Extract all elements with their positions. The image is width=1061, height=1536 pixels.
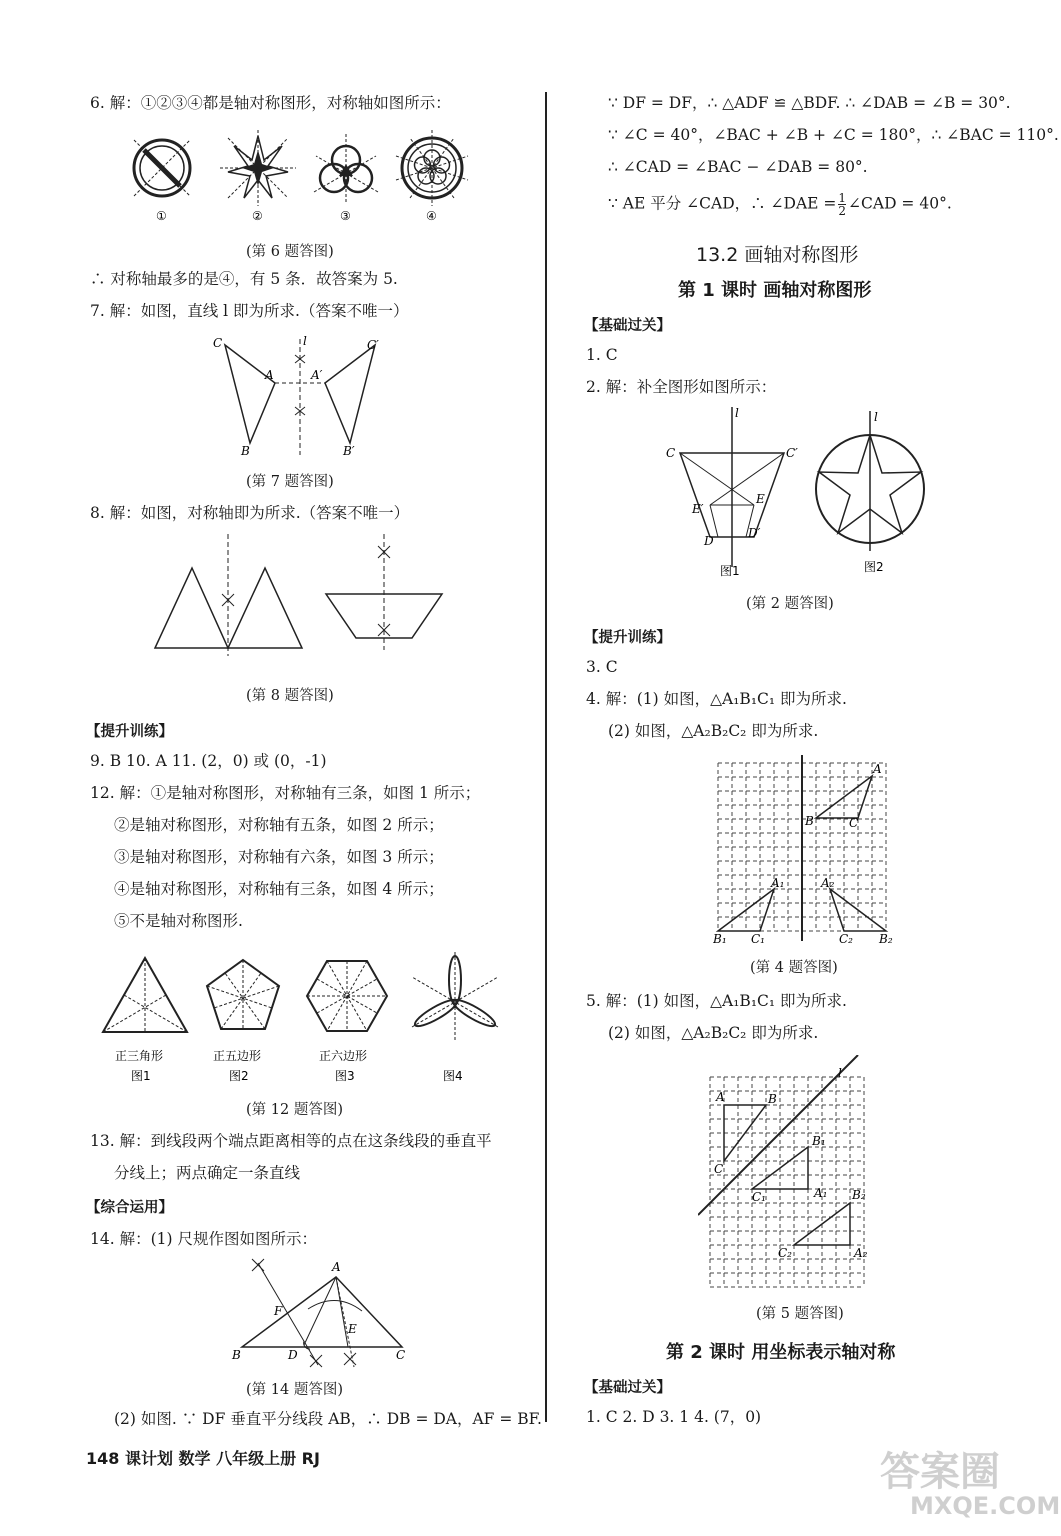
svg-text:l: l — [303, 335, 307, 348]
q7-figure — [205, 335, 395, 460]
page-footer: 148 课计划 数学 八年级上册 RJ — [86, 1449, 320, 1468]
answer-5-part1: 5. 解：(1) 如图，△A₁B₁C₁ 即为所求. — [586, 992, 847, 1010]
svg-text:B: B — [241, 444, 250, 458]
a4-caption: (第 4 题答图) — [750, 960, 838, 976]
proof-line-1: ∵ DF = DF，∴ △ADF ≌ △BDF. ∴ ∠DAB = ∠B = 30°. — [608, 94, 1011, 112]
q8-figure — [150, 530, 450, 660]
svg-text:B′: B′ — [343, 444, 355, 458]
svg-text:A: A — [332, 1260, 341, 1274]
lesson-2-title: 第 2 课时 用坐标表示轴对称 — [666, 1342, 896, 1363]
svg-text:A: A — [873, 762, 882, 776]
answer-3: 3. C — [586, 658, 618, 676]
svg-text:E: E — [756, 492, 765, 506]
svg-text:E: E — [348, 1322, 357, 1336]
q6-shape-4 — [396, 130, 468, 206]
q12-triangle — [103, 958, 187, 1032]
q14-text: 14. 解：(1) 尺规作图如图所示： — [90, 1230, 317, 1248]
q9-11-answers: 9. B 10. A 11. (2，0) 或 (0，-1) — [90, 752, 327, 770]
q6-shape-2 — [220, 130, 296, 206]
q12-line-4: ④是轴对称图形，对称轴有三条，如图 4 所示； — [114, 880, 444, 898]
q6-shape-1 — [134, 140, 190, 196]
svg-text:C′: C′ — [786, 446, 798, 460]
answers-last: 1. C 2. D 3. 1 4. (7，0) — [586, 1408, 762, 1426]
q12-fig3-name: 正六边形 — [319, 1049, 368, 1063]
svg-text:C: C — [666, 446, 676, 460]
a2-caption: (第 2 题答图) — [746, 596, 834, 612]
svg-text:B: B — [768, 1092, 777, 1106]
watermark-top: 答案圈 — [880, 1449, 1000, 1495]
proof-line-4 — [608, 192, 952, 217]
q6-label-1: ① — [156, 209, 167, 223]
svg-text:C: C — [213, 336, 223, 350]
fraction-half — [838, 192, 846, 217]
q14-figure — [230, 1255, 420, 1375]
svg-text:l: l — [735, 406, 739, 420]
q7-caption: (第 7 题答图) — [246, 474, 334, 490]
answer-4-part2: (2) 如图，△A₂B₂C₂ 即为所求. — [608, 722, 819, 740]
proof-line-2: ∵ ∠C = 40°，∠BAC + ∠B + ∠C = 180°，∴ ∠BAC = 110°. — [608, 126, 1059, 144]
section-jichu-2: 【基础过关】 — [584, 1380, 671, 1396]
q12-hexagon — [307, 961, 387, 1031]
svg-text:C′: C′ — [367, 338, 379, 352]
svg-text:B₁: B₁ — [713, 932, 727, 945]
q14-caption: (第 14 题答图) — [246, 1382, 343, 1398]
q12-fig2-label: 图2 — [229, 1069, 249, 1083]
svg-text:C₂: C₂ — [778, 1246, 792, 1260]
fraction-num: 1 — [838, 191, 847, 205]
q6-label-3: ③ — [340, 209, 351, 223]
q12-pentagon — [207, 960, 279, 1029]
a5-grid-figure — [698, 1055, 868, 1290]
svg-text:C₁: C₁ — [752, 1190, 766, 1204]
q12-fig2-name: 正五边形 — [213, 1049, 262, 1063]
svg-text:F: F — [274, 1304, 283, 1318]
q12-fig4-label: 图4 — [443, 1069, 463, 1083]
q12-line-3: ③是轴对称图形，对称轴有六条，如图 3 所示； — [114, 848, 444, 866]
proof-line-4-b: ∠CAD = 40°. — [848, 194, 952, 213]
q7-text: 7. 解：如图，直线 l 即为所求.（答案不唯一） — [90, 302, 409, 320]
answer-2: 2. 解：补全图形如图所示： — [586, 378, 777, 396]
a5-caption: (第 5 题答图) — [756, 1306, 844, 1322]
a4-grid-figure — [713, 755, 893, 945]
svg-text:C₂: C₂ — [839, 932, 853, 945]
svg-text:C: C — [714, 1162, 724, 1176]
a2-fig2-label: 图2 — [864, 560, 884, 574]
q12-caption: (第 12 题答图) — [246, 1102, 343, 1118]
section-jichu: 【基础过关】 — [584, 318, 671, 334]
section-tisheng-left: 【提升训练】 — [86, 724, 173, 740]
q13-line-2: 分线上；两点确定一条直线 — [114, 1164, 301, 1182]
q14-part2: (2) 如图. ∵ DF 垂直平分线段 AB，∴ DB = DA，AF = BF. — [114, 1410, 542, 1428]
q12-figure — [95, 950, 515, 1090]
svg-text:B₁: B₁ — [812, 1134, 826, 1148]
section-zonghe: 【综合运用】 — [86, 1200, 173, 1216]
svg-text:B: B — [232, 1348, 241, 1362]
answer-4-part1: 4. 解：(1) 如图，△A₁B₁C₁ 即为所求. — [586, 690, 847, 708]
proof-line-4-a: ∵ AE 平分 ∠CAD，∴ ∠DAE = — [608, 194, 837, 213]
svg-text:D: D — [288, 1348, 298, 1362]
svg-text:B: B — [805, 814, 814, 828]
lesson-1-title: 第 1 课时 画轴对称图形 — [678, 280, 872, 301]
svg-text:C: C — [849, 816, 859, 830]
section-title: 13.2 画轴对称图形 — [696, 244, 859, 266]
svg-text:A₂: A₂ — [854, 1246, 868, 1260]
q8-text: 8. 解：如图，对称轴即为所求.（答案不唯一） — [90, 504, 410, 522]
q12-petals — [412, 952, 498, 1042]
q13-line-1: 13. 解：到线段两个端点距离相等的点在这条线段的垂直平 — [90, 1132, 492, 1150]
svg-text:A₂: A₂ — [821, 876, 835, 890]
svg-text:A: A — [716, 1090, 725, 1104]
answer-1: 1. C — [586, 346, 618, 364]
q6-caption: (第 6 题答图) — [246, 244, 334, 260]
q12-line-1: 12. 解：①是轴对称图形，对称轴有三条，如图 1 所示； — [90, 784, 481, 802]
fraction-den: 2 — [838, 204, 847, 218]
svg-text:A′: A′ — [311, 368, 323, 382]
svg-text:B₂: B₂ — [879, 932, 893, 945]
svg-text:C₁: C₁ — [751, 932, 765, 945]
svg-text:l: l — [874, 410, 878, 424]
proof-line-3: ∴ ∠CAD = ∠BAC − ∠DAB = 80°. — [608, 158, 868, 176]
q6-text: 6. 解：①②③④都是轴对称图形，对称轴如图所示： — [90, 94, 451, 112]
q8-caption: (第 8 题答图) — [246, 688, 334, 704]
svg-text:D′: D′ — [748, 526, 761, 540]
svg-text:A₁: A₁ — [814, 1186, 828, 1200]
answer-5-part2: (2) 如图，△A₂B₂C₂ 即为所求. — [608, 1024, 819, 1042]
q12-fig1-label: 图1 — [131, 1069, 151, 1083]
q12-fig1-name: 正三角形 — [115, 1049, 164, 1063]
svg-text:D: D — [704, 534, 714, 548]
svg-text:l: l — [838, 1066, 842, 1080]
watermark-bottom: MXQE.COM — [910, 1492, 1061, 1520]
svg-text:E′: E′ — [692, 502, 704, 516]
svg-text:A₁: A₁ — [771, 876, 785, 890]
svg-text:A: A — [265, 368, 274, 382]
q6-figure — [120, 130, 480, 240]
column-divider — [545, 92, 547, 1422]
a2-fig1 — [666, 406, 798, 578]
q6-label-2: ② — [252, 209, 263, 223]
q12-line-2: ②是轴对称图形，对称轴有五条，如图 2 所示； — [114, 816, 444, 834]
svg-text:C: C — [396, 1348, 406, 1362]
a2-fig1-label: 图1 — [720, 564, 740, 578]
a2-figure — [658, 405, 938, 580]
q12-line-5: ⑤不是轴对称图形. — [114, 912, 243, 930]
q6-shape-3 — [314, 134, 378, 202]
q12-fig3-label: 图3 — [335, 1069, 355, 1083]
section-tisheng-right: 【提升训练】 — [584, 630, 671, 646]
q6-conclusion: ∴ 对称轴最多的是④，有 5 条．故答案为 5. — [90, 270, 398, 288]
a2-fig2 — [816, 410, 924, 574]
watermark — [880, 1440, 1061, 1530]
svg-text:B₂: B₂ — [852, 1188, 866, 1202]
q6-label-4: ④ — [426, 209, 437, 223]
